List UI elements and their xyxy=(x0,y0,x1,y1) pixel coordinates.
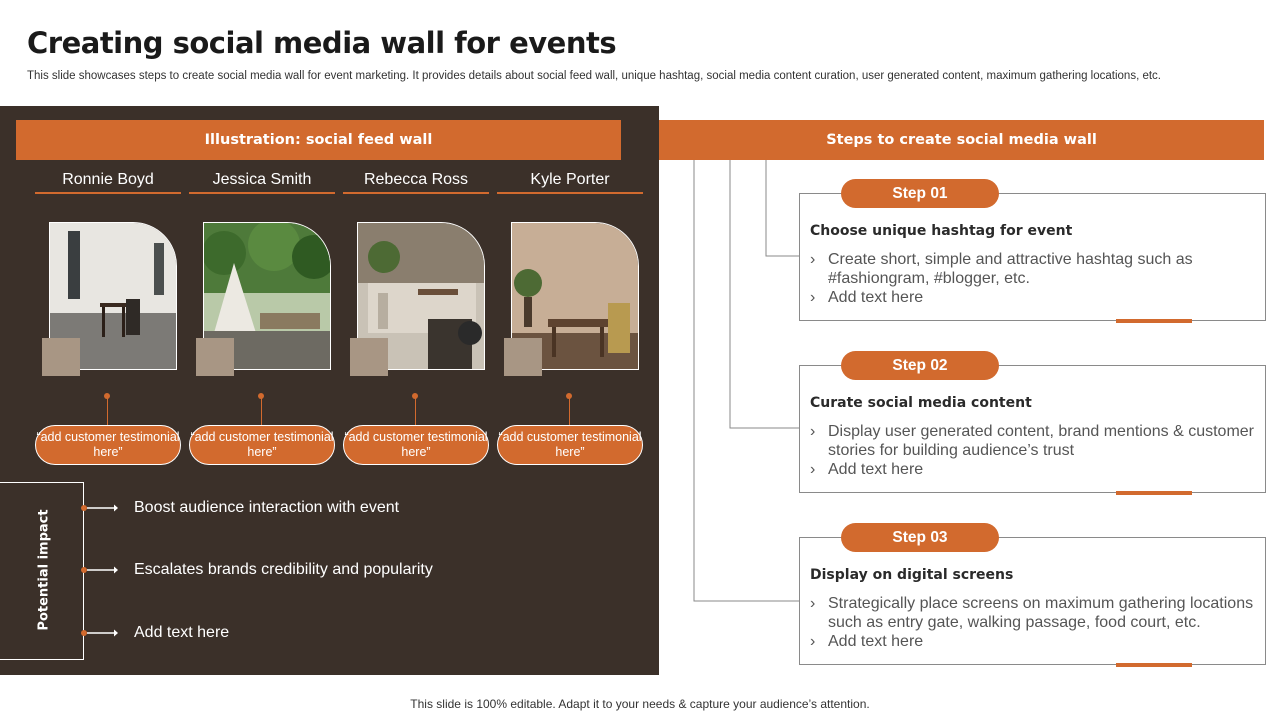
connector-line xyxy=(415,396,416,425)
photo-tag-square xyxy=(42,338,80,376)
testimonial-pill[interactable]: “add customer testimonial here” xyxy=(189,425,335,465)
illustration-heading: Illustration: social feed wall xyxy=(16,120,621,160)
testimonial-pill[interactable]: “add customer testimonial here” xyxy=(497,425,643,465)
step-label-pill: Step 03 xyxy=(841,523,999,552)
step-bullet: › Display user generated content, brand mentions & customer stories for building audience’s trust xyxy=(810,422,1255,460)
photo-tag-square xyxy=(504,338,542,376)
person-card xyxy=(497,168,643,459)
step-bullet: › Strategically place screens on maximum gathering locations such as entry gate, walking passage, food court, etc. xyxy=(810,594,1255,632)
person-name: Rebecca Ross xyxy=(343,168,489,194)
card-accent-bar xyxy=(1116,491,1192,495)
step-card xyxy=(799,365,1266,493)
slide-title: Creating social media wall for events xyxy=(27,26,617,60)
step-label-pill: Step 02 xyxy=(841,351,999,380)
photo-tag-square xyxy=(196,338,234,376)
step-card xyxy=(799,537,1266,665)
step-connector-lines xyxy=(659,160,804,605)
step-bullet: › Add text here xyxy=(810,288,1255,307)
card-accent-bar xyxy=(1116,319,1192,323)
footer-note: This slide is 100% editable. Adapt it to your needs & capture your audience’s attention. xyxy=(410,697,870,711)
arrow-right-icon xyxy=(80,628,118,638)
step-title: Curate social media content xyxy=(810,395,1032,411)
person-name: Ronnie Boyd xyxy=(35,168,181,194)
step-bullets xyxy=(810,250,1255,307)
card-accent-bar xyxy=(1116,663,1192,667)
connector-line xyxy=(107,396,108,425)
connector-line xyxy=(569,396,570,425)
impact-item: Boost audience interaction with event xyxy=(134,499,400,516)
slide-subtitle: This slide showcases steps to create social media wall for event marketing. It provides details about social feed wall, unique hashtag, social media content curation, user generated content, maximum gathering locations, etc. xyxy=(27,70,1161,82)
step-card xyxy=(799,193,1266,321)
potential-impact-label: Potential impact xyxy=(36,509,52,631)
impact-item: Escalates brands credibility and popularity xyxy=(134,561,433,578)
person-card xyxy=(35,168,181,459)
impact-item: Add text here xyxy=(134,624,230,641)
person-name: Jessica Smith xyxy=(189,168,335,194)
step-label-pill: Step 01 xyxy=(841,179,999,208)
person-card xyxy=(343,168,489,459)
photo-tag-square xyxy=(350,338,388,376)
testimonial-pill[interactable]: “add customer testimonial here” xyxy=(343,425,489,465)
step-bullet: › Add text here xyxy=(810,460,1255,479)
connector-line xyxy=(261,396,262,425)
step-title: Display on digital screens xyxy=(810,567,1014,583)
person-name: Kyle Porter xyxy=(497,168,643,194)
step-bullets xyxy=(810,594,1255,651)
arrow-right-icon xyxy=(80,503,118,513)
step-bullets xyxy=(810,422,1255,479)
person-card xyxy=(189,168,335,459)
step-title: Choose unique hashtag for event xyxy=(810,223,1073,239)
step-bullet: › Create short, simple and attractive hashtag such as #fashiongram, #blogger, etc. xyxy=(810,250,1255,288)
step-bullet: › Add text here xyxy=(810,632,1255,651)
testimonial-pill[interactable]: “add customer testimonial here” xyxy=(35,425,181,465)
steps-heading: Steps to create social media wall xyxy=(659,120,1264,160)
arrow-right-icon xyxy=(80,565,118,575)
